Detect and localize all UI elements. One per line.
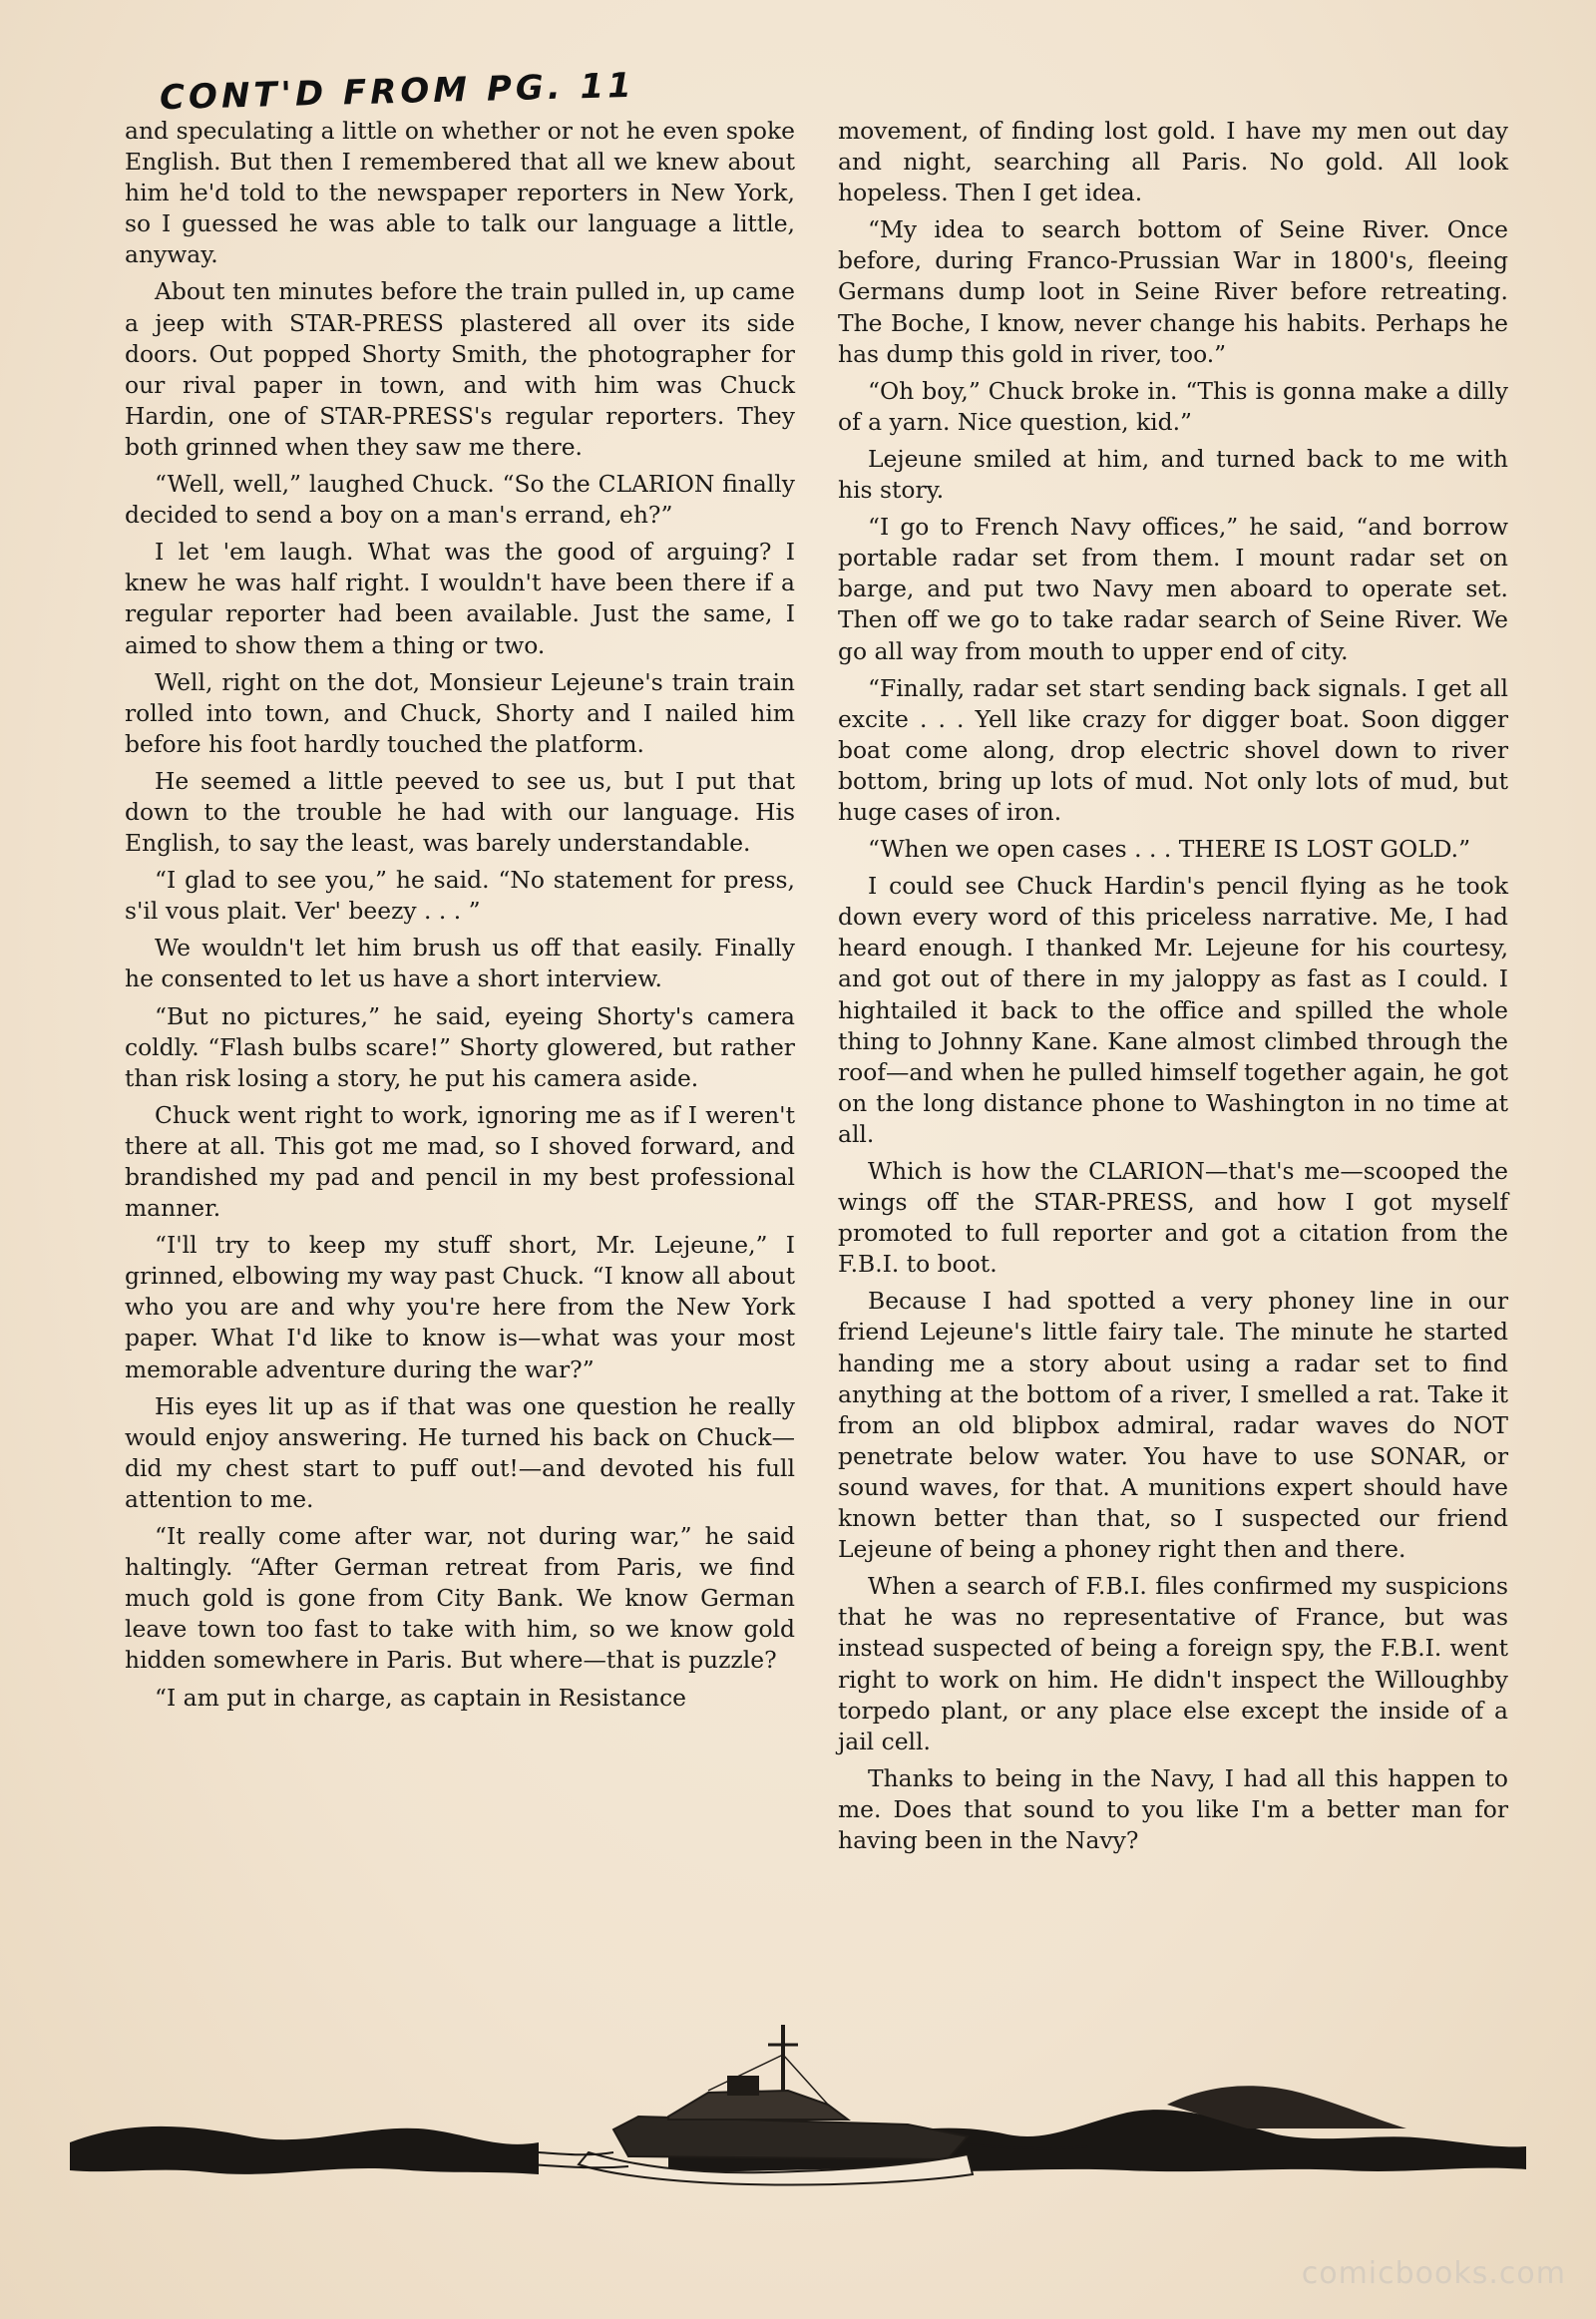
watermark: comicbooks.com [1301,2256,1566,2291]
paragraph: Well, right on the dot, Monsieur Lejeune's train train rolled into town, and Chuck, Shorty and I nailed him before his foot hardly touched the platform. [125,667,795,758]
paragraph: We wouldn't let him brush us off that easily. Finally he consented to let us have a short interview. [125,934,795,993]
paragraph: “I glad to see you,” he said. “No statement for press, s'il vous plait. Ver' beezy . . . ” [125,866,795,926]
paragraph: “I'll try to keep my stuff short, Mr. Lejeune,” I grinned, elbowing my way past Chuck. “I know all about who you are and why you're here from the New York paper. What I'd like to know is—what was your most memorable adventure during the war?” [125,1231,795,1383]
left-column [125,116,795,1720]
pt-boat-illustration [70,2025,1526,2214]
paragraph: movement, of finding lost gold. I have my men out day and night, searching all Paris. No gold. All look hopeless. Then I get idea. [838,117,1508,207]
paragraph: I could see Chuck Hardin's pencil flying as he took down every word of this priceless narrative. Me, I had heard enough. I thanked Mr. Lejeune for his courtesy, and got out of there in my jaloppy as fast as I could. I hightailed it back to the office and spilled the whole thing to Johnny Kane. Kane almost climbed through the roof—and when he pulled himself together again, he got on the long distance phone to Washington in no time at all. [838,872,1508,1148]
paragraph: About ten minutes before the train pulled in, up came a jeep with STAR-PRESS plastered all over its side doors. Out popped Shorty Smith, the photographer for our rival paper in town, and with him was Chuck Hardin, one of STAR-PRESS's regular reporters. They both grinned when they saw me there. [125,277,795,461]
paragraph: Chuck went right to work, ignoring me as if I weren't there at all. This got me mad, so I shoved forward, and brandished my pad and pencil in my best professional manner. [125,1100,795,1223]
paragraph: He seemed a little peeved to see us, but I put that down to the trouble he had with our language. His English, to say the least, was barely understandable. [125,766,795,858]
right-column [838,116,1508,1862]
paragraph: Because I had spotted a very phoney line in our friend Lejeune's little fairy tale. The minute he started handing me a story about using a radar set to find anything at the bottom of a river, I smelled a rat. Take it from an old blipbox admiral, radar waves do NOT penetrate below water. You have to use SONAR, or sound waves, for that. A munitions expert should have known better than that, so I suspected our friend Lejeune of being a phoney right then and there. [838,1287,1508,1564]
paragraph: and speculating a little on whether or not he even spoke English. But then I remembered that all we knew about him he'd told to the newspaper reporters in New York, so I guessed he was able to talk our language a little, anyway. [125,117,795,269]
paragraph: “Well, well,” laughed Chuck. “So the CLARION finally decided to send a boy on a man's errand, eh?” [125,470,795,530]
paragraph: “But no pictures,” he said, eyeing Shorty's camera coldly. “Flash bulbs scare!” Shorty glowered, but rather than risk losing a story, he put his camera aside. [125,1001,795,1092]
paragraph: His eyes lit up as if that was one question he really would enjoy answering. He turned his back on Chuck—did my chest start to puff out!—and devoted his full attention to me. [125,1391,795,1513]
paragraph: When a search of F.B.I. files confirmed my suspicions that he was no representative of France, but was instead suspected of being a foreign spy, the F.B.I. went right to work on him. He didn't inspect the Willoughby torpedo plant, or any place else except the inside of a jail cell. [838,1572,1508,1755]
paragraph: “My idea to search bottom of Seine River. Once before, during Franco-Prussian War in 1800's, fleeing Germans dump loot in Seine River before retreating. The Boche, I know, never change his habits. Perhaps he has dump this gold in river, too.” [838,215,1508,368]
paragraph: “Oh boy,” Chuck broke in. “This is gonna make a dilly of a yarn. Nice question, kid.” [838,376,1508,436]
continued-header: CONT'D FROM PG. 11 [159,65,636,119]
paragraph: “I go to French Navy offices,” he said, “and borrow portable radar set from them. I mount radar set on barge, and put two Navy men aboard to operate set. Then off we go to take radar search of Seine River. We go all way from mouth to upper end of city. [838,513,1508,665]
paragraph: “When we open cases . . . THERE IS LOST GOLD.” [868,835,1471,864]
paragraph: I let 'em laugh. What was the good of arguing? I knew he was half right. I wouldn't have been there if a regular reporter had been available. Just the same, I aimed to show them a thing or two. [125,538,795,659]
paragraph: “I am put in charge, as captain in Resistance [155,1683,687,1712]
paragraph: “Finally, radar set start sending back signals. I get all excite . . . Yell like crazy for digger boat. Soon digger boat come along, drop electric shovel down to river bottom, bring up lots of mud. Not only lots of mud, but huge cases of iron. [838,673,1508,826]
paragraph: Lejeune smiled at him, and turned back to me with his story. [838,444,1508,505]
paragraph: Thanks to being in the Navy, I had all this happen to me. Does that sound to you like I'm a better man for having been in the Navy? [838,1763,1508,1854]
paragraph: “It really come after war, not during war,” he said haltingly. “After German retreat from Paris, we find much gold is gone from City Bank. We know German leave town too fast to take with him, so we know gold hidden somewhere in Paris. But where—that is puzzle? [125,1522,795,1675]
paragraph: Which is how the CLARION—that's me—scooped the wings off the STAR-PRESS, and how I got myself promoted to full reporter and got a citation from the F.B.I. to boot. [838,1157,1508,1279]
